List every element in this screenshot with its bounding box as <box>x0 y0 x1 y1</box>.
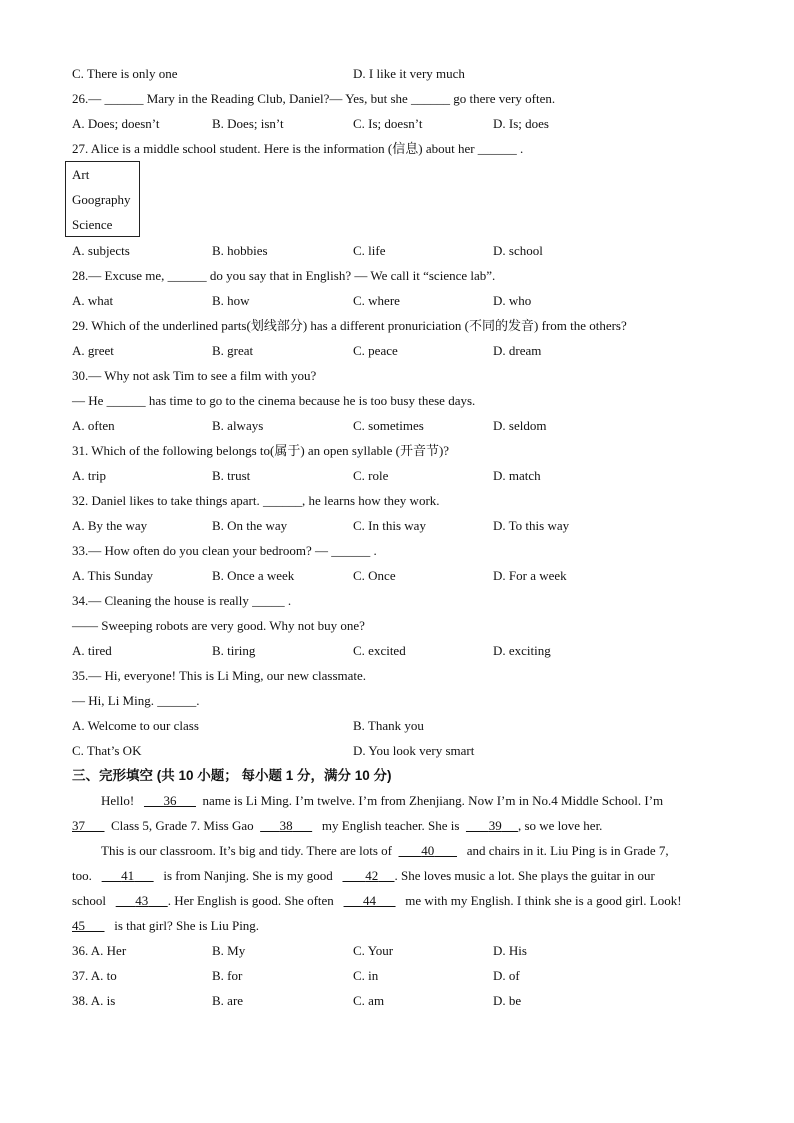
blank-43: 43 <box>135 893 149 908</box>
q32-option-b: B. On the way <box>212 518 288 533</box>
q31-option-c: C. role <box>353 468 389 483</box>
q38-option-b: B. are <box>212 993 244 1008</box>
cloze-p2-line2 <box>72 868 655 884</box>
blank-42: 42 <box>365 868 379 883</box>
q35-option-b: B. Thank you <box>353 718 424 733</box>
q34-stem-line2: —— Sweeping robots are very good. Why not buy one? <box>72 618 365 633</box>
q32-stem: 32. Daniel likes to take things apart. ______, he learns how they work. <box>72 493 440 508</box>
q32-option-a: A. By the way <box>72 518 148 533</box>
cloze-text: Hello! <box>101 793 135 808</box>
q28-option-d: D. who <box>493 293 532 308</box>
q26-option-a: A. Does; doesn’t <box>72 116 160 131</box>
blank-40: 40 <box>421 843 435 858</box>
q34-option-b: B. tiring <box>212 643 256 658</box>
q37-option-b: B. for <box>212 968 243 983</box>
section-heading: 三、完形填空 (共 10 小题； 每小题 1 分，满分 10 分) <box>72 768 392 783</box>
q30-option-a: A. often <box>72 418 115 433</box>
q34-option-a: A. tired <box>72 643 112 658</box>
blank-44: 44 <box>363 893 377 908</box>
q27-option-a: A. subjects <box>72 243 130 258</box>
q29-option-c: C. peace <box>353 343 398 358</box>
q34-option-d: D. exciting <box>493 643 551 658</box>
q31-option-d: D. match <box>493 468 541 483</box>
blank-41: 41 <box>121 868 135 883</box>
cloze-text: too. <box>72 868 92 883</box>
blank-36: 36 <box>163 793 177 808</box>
q33-option-b: B. Once a week <box>212 568 295 583</box>
q31-option-a: A. trip <box>72 468 106 483</box>
blank-37: 37 <box>72 818 85 833</box>
q38-option-a: 38. A. is <box>72 993 116 1008</box>
q29-option-d: D. dream <box>493 343 542 358</box>
cloze-p1-line2 <box>72 818 602 834</box>
q27-option-c: C. life <box>353 243 386 258</box>
q27-subject-box <box>65 161 140 237</box>
q36-option-c: C. Your <box>353 943 394 958</box>
q30-option-c: C. sometimes <box>353 418 424 433</box>
q35-stem-line1: 35.— Hi, everyone! This is Li Ming, our new classmate. <box>72 668 367 683</box>
q38-option-c: C. am <box>353 993 385 1008</box>
q28-option-c: C. where <box>353 293 400 308</box>
q37-option-c: C. in <box>353 968 379 983</box>
q30-stem-line2: — He ______ has time to go to the cinema because he is too busy these days. <box>72 393 476 408</box>
cloze-text: school <box>72 893 106 908</box>
q30-option-d: D. seldom <box>493 418 547 433</box>
cloze-text: me with my English. I think she is a good girl. Look! <box>405 893 682 908</box>
q29-stem: 29. Which of the underlined parts(划线部分) has a different pronuriciation (不同的发音) from the others? <box>72 318 627 333</box>
q25-option-c: C. There is only one <box>72 66 178 81</box>
q26-stem: 26.— ______ Mary in the Reading Club, Daniel?— Yes, but she ______ go there very often. <box>72 91 556 106</box>
cloze-p2-line1 <box>101 843 669 859</box>
q36-option-d: D. His <box>493 943 527 958</box>
q33-stem: 33.— How often do you clean your bedroom? — ______ . <box>72 543 377 558</box>
blank-45: 45 <box>72 918 85 933</box>
cloze-text: is from Nanjing. She is my good <box>163 868 333 883</box>
cloze-text: This is our classroom. It’s big and tidy. There are lots of <box>101 843 393 858</box>
q35-option-c: C. That’s OK <box>72 743 142 758</box>
cloze-p1-line1 <box>101 793 663 809</box>
q36-option-a: 36. A. Her <box>72 943 127 958</box>
q26-option-b: B. Does; isn’t <box>212 116 284 131</box>
q29-option-a: A. greet <box>72 343 114 358</box>
cloze-text: is that girl? She is Liu Ping. <box>114 918 260 933</box>
cloze-text: . Her English is good. She often <box>167 893 334 908</box>
q27-option-d: D. school <box>493 243 543 258</box>
q25-option-d: D. I like it very much <box>353 66 465 81</box>
q34-option-c: C. excited <box>353 643 406 658</box>
cloze-text: name is Li Ming. I’m twelve. I’m from Zhenjiang. Now I’m in No.4 Middle School. I’m <box>202 793 664 808</box>
q28-option-a: A. what <box>72 293 114 308</box>
q31-option-b: B. trust <box>212 468 251 483</box>
q35-option-d: D. You look very smart <box>353 743 475 758</box>
q38-option-d: D. be <box>493 993 522 1008</box>
cloze-text: . She loves music a lot. She plays the guitar in our <box>394 868 655 883</box>
q30-stem-line1: 30.— Why not ask Tim to see a film with you? <box>72 368 317 383</box>
q27-box-item: Science <box>72 217 113 232</box>
q37-option-d: D. of <box>493 968 520 983</box>
cloze-text: Class 5, Grade 7. Miss Gao <box>111 818 254 833</box>
cloze-text: , so we love her. <box>517 818 603 833</box>
q31-stem: 31. Which of the following belongs to(属于) an open syllable (开音节)? <box>72 443 450 458</box>
cloze-p2-line4 <box>72 918 259 934</box>
q35-option-a: A. Welcome to our class <box>72 718 199 733</box>
q34-stem-line1: 34.— Cleaning the house is really _____ . <box>72 593 292 608</box>
q28-option-b: B. how <box>212 293 250 308</box>
q30-option-b: B. always <box>212 418 264 433</box>
q27-stem: 27. Alice is a middle school student. Here is the information (信息) about her ______ . <box>72 141 524 156</box>
q33-option-c: C. Once <box>353 568 396 583</box>
cloze-p2-line3 <box>72 893 682 909</box>
blank-38: 38 <box>279 818 293 833</box>
q32-option-c: C. In this way <box>353 518 426 533</box>
q26-option-c: C. Is; doesn’t <box>353 116 423 131</box>
q32-option-d: D. To this way <box>493 518 570 533</box>
blank-39: 39 <box>488 818 502 833</box>
q27-option-b: B. hobbies <box>212 243 268 258</box>
q33-option-d: D. For a week <box>493 568 567 583</box>
q33-option-a: A. This Sunday <box>72 568 154 583</box>
cloze-text: my English teacher. She is <box>321 818 460 833</box>
q28-stem: 28.— Excuse me, ______ do you say that in English? — We call it “science lab”. <box>72 268 496 283</box>
q35-stem-line2: — Hi, Li Ming. ______. <box>72 693 200 708</box>
q27-box-item: Art <box>72 167 90 182</box>
q27-box-item: Goography <box>72 192 131 207</box>
q37-option-a: 37. A. to <box>72 968 117 983</box>
q29-option-b: B. great <box>212 343 254 358</box>
q36-option-b: B. My <box>212 943 246 958</box>
q26-option-d: D. Is; does <box>493 116 549 131</box>
cloze-text: and chairs in it. Liu Ping is in Grade 7, <box>466 843 669 858</box>
